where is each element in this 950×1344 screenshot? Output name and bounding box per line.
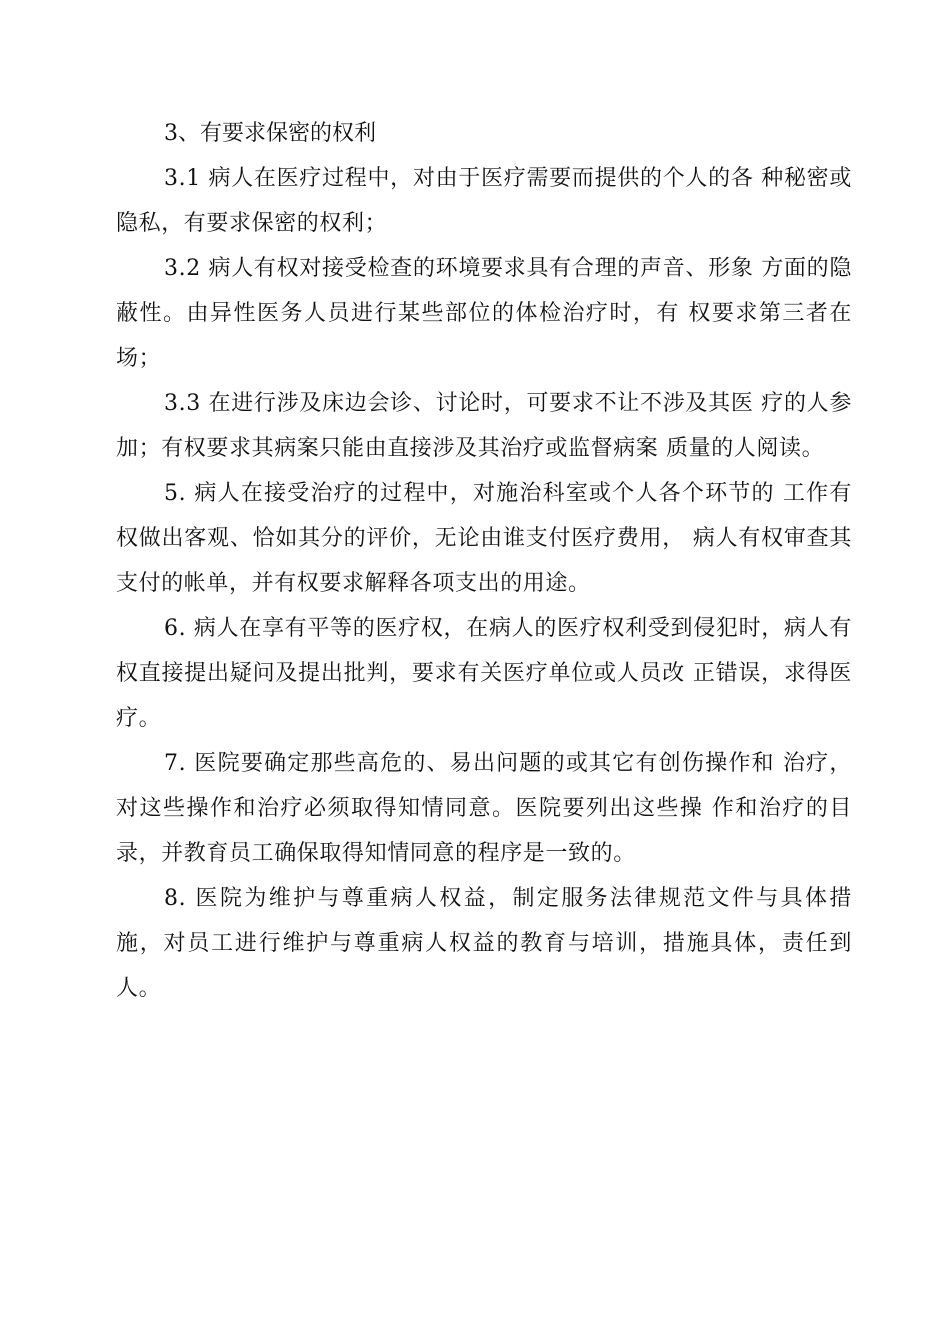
paragraph-7: 7. 医院要确定那些高危的、易出问题的或其它有创伤操作和 治疗，对这些操作和治疗必须取得知情同意。医院要列出这些操 作和治疗的目录，并教育员工确保取得知情同意的程序是一致的。 (116, 751, 852, 866)
section-heading: 3、有要求保密的权利 (164, 121, 376, 146)
paragraph-6: 6. 病人在享有平等的医疗权，在病人的医疗权利受到侵犯时，病人有权直接提出疑问及提出批判，要求有关医疗单位或人员改 正错误，求得医疗。 (116, 616, 852, 731)
document-body (116, 112, 852, 1011)
paragraph-3-1: 3.1 病人在医疗过程中，对由于医疗需要而提供的个人的各 种秘密或隐私，有要求保密的权利； (116, 166, 852, 236)
paragraph-3-3: 3.3 在进行涉及床边会诊、讨论时，可要求不让不涉及其医 疗的人参加；有权要求其病案只能由直接涉及其治疗或监督病案 质量的人阅读。 (116, 391, 852, 461)
paragraph-5: 5. 病人在接受治疗的过程中，对施治科室或个人各个环节的 工作有权做出客观、恰如其分的评价，无论由谁支付医疗费用， 病人有权审查其支付的帐单，并有权要求解释各项支出的用途。 (116, 481, 852, 596)
paragraph-3-2: 3.2 病人有权对接受检查的环境要求具有合理的声音、形象 方面的隐蔽性。由异性医务人员进行某些部位的体检治疗时，有 权要求第三者在场； (116, 256, 852, 371)
paragraph-8: 8. 医院为维护与尊重病人权益，制定服务法律规范文件与具体措 施，对员工进行维护与尊重病人权益的教育与培训，措施具体，责任到人。 (116, 886, 852, 1001)
